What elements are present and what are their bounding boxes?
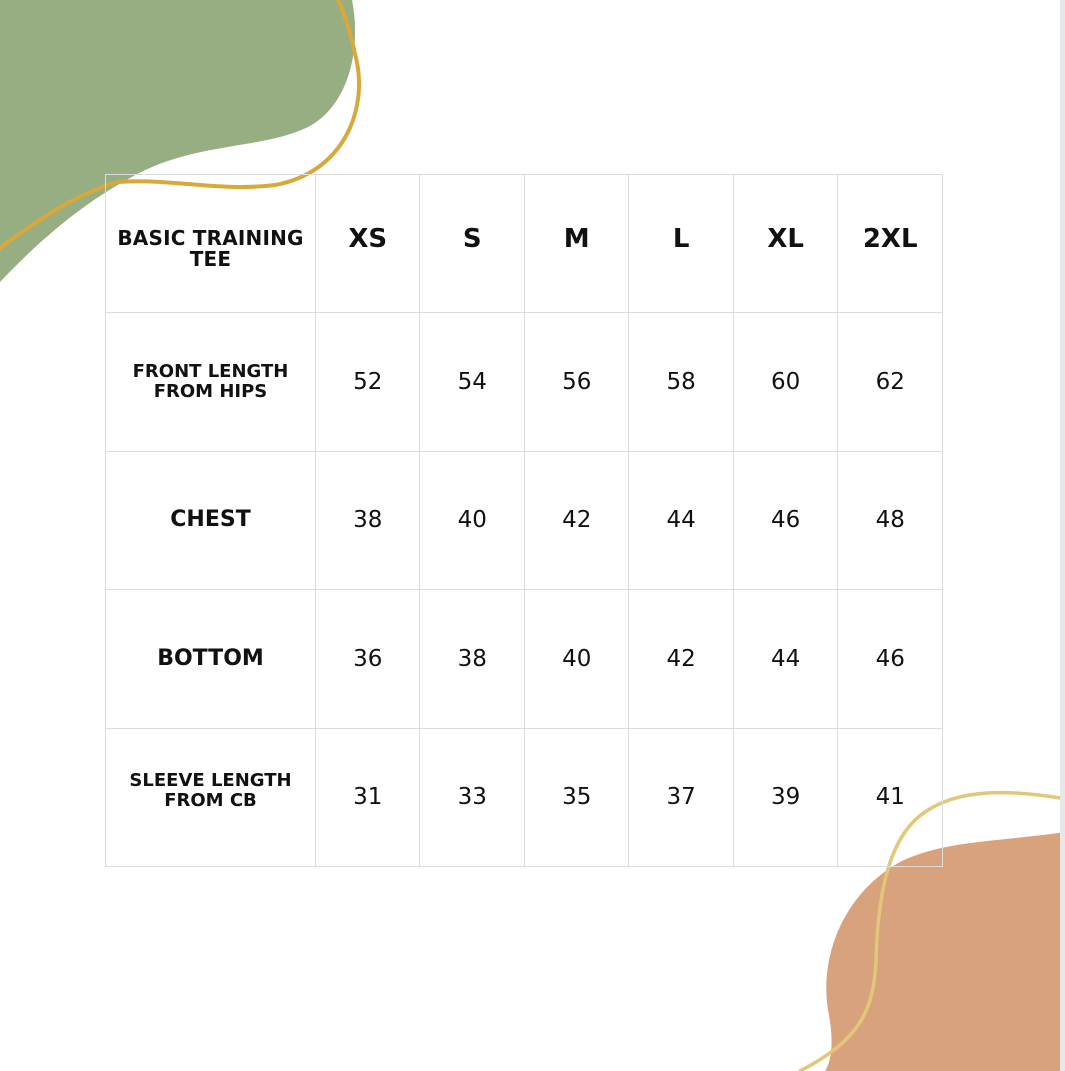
- measurement-cell: 56: [524, 313, 628, 451]
- row-label-line: FROM CB: [164, 790, 257, 812]
- table-row-front-length: [106, 313, 943, 451]
- measurement-cell: 38: [420, 590, 524, 728]
- measurement-cell: 48: [838, 451, 943, 589]
- table-title-line: TEE: [189, 246, 232, 271]
- measurement-cell: 44: [629, 451, 733, 589]
- row-label-line: FRONT LENGTH: [132, 361, 289, 383]
- row-label-bottom: [106, 590, 316, 728]
- measurement-cell: 35: [524, 728, 628, 866]
- page-right-edge: [1060, 0, 1065, 1071]
- row-label-line: FROM HIPS: [153, 381, 268, 403]
- measurement-cell: 46: [838, 590, 943, 728]
- row-label-line: CHEST: [170, 507, 251, 533]
- measurement-cell: 40: [420, 451, 524, 589]
- measurement-cell: 39: [733, 728, 837, 866]
- measurement-cell: 52: [316, 313, 420, 451]
- size-chart-table: [105, 174, 943, 867]
- size-header-m: M: [524, 175, 628, 313]
- measurement-cell: 37: [629, 728, 733, 866]
- measurement-cell: 42: [524, 451, 628, 589]
- measurement-cell: 54: [420, 313, 524, 451]
- measurement-cell: 33: [420, 728, 524, 866]
- measurement-cell: 44: [733, 590, 837, 728]
- size-header-l: L: [629, 175, 733, 313]
- row-label-line: SLEEVE LENGTH: [129, 770, 292, 792]
- size-header-2xl: 2XL: [838, 175, 943, 313]
- row-label-front-length: [106, 313, 316, 451]
- measurement-cell: 58: [629, 313, 733, 451]
- table-title: [106, 175, 316, 313]
- measurement-cell: 41: [838, 728, 943, 866]
- measurement-cell: 60: [733, 313, 837, 451]
- table-row-bottom: [106, 590, 943, 728]
- measurement-cell: 62: [838, 313, 943, 451]
- row-label-chest: [106, 451, 316, 589]
- table-title-line: BASIC TRAINING: [117, 225, 304, 250]
- measurement-cell: 42: [629, 590, 733, 728]
- measurement-cell: 38: [316, 451, 420, 589]
- row-label-sleeve-length: [106, 728, 316, 866]
- row-label-line: BOTTOM: [157, 645, 264, 671]
- measurement-cell: 36: [316, 590, 420, 728]
- size-header-xl: XL: [733, 175, 837, 313]
- header-row: [106, 175, 943, 313]
- table-row-sleeve-length: [106, 728, 943, 866]
- measurement-cell: 31: [316, 728, 420, 866]
- size-header-xs: XS: [316, 175, 420, 313]
- measurement-cell: 46: [733, 451, 837, 589]
- table-row-chest: [106, 451, 943, 589]
- size-header-s: S: [420, 175, 524, 313]
- peach-blob-shape: [825, 832, 1065, 1071]
- measurement-cell: 40: [524, 590, 628, 728]
